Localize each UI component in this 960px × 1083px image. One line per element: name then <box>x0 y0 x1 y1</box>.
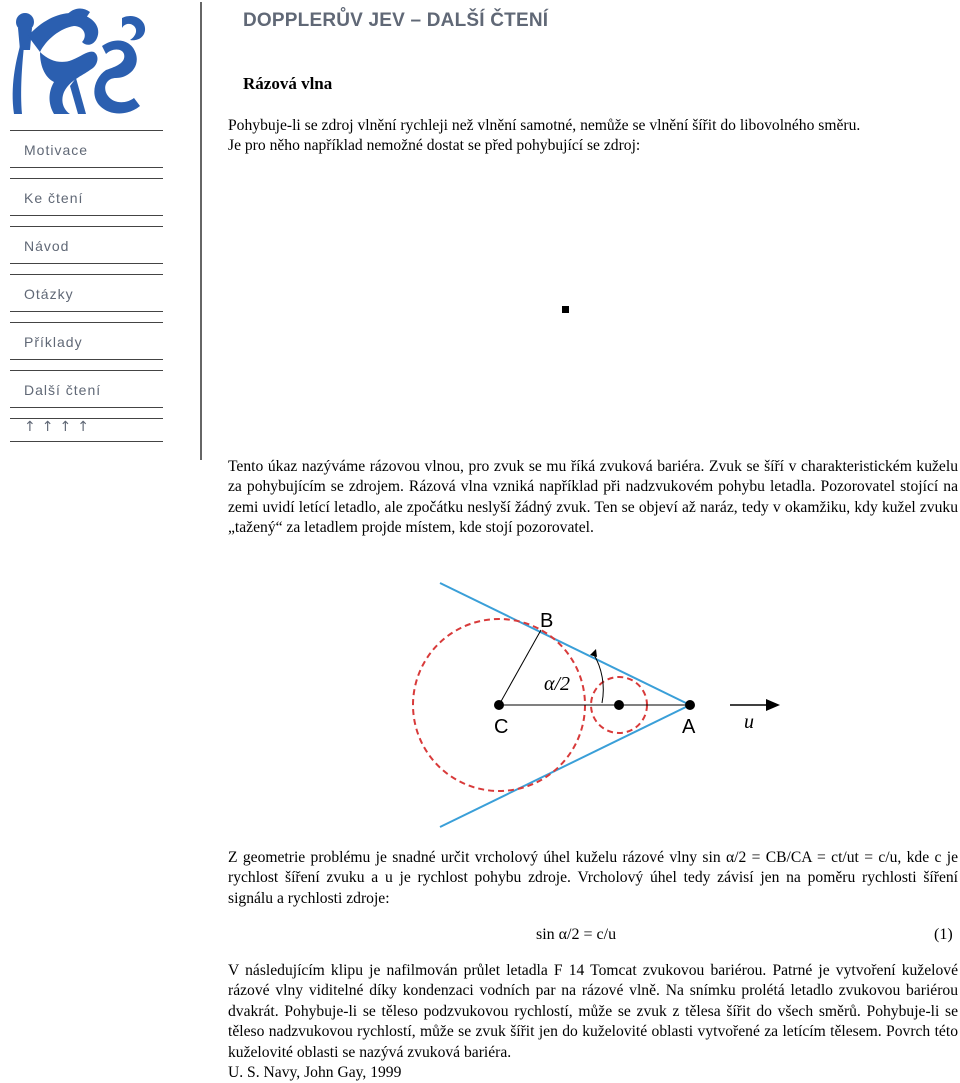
sidebar-item-label[interactable]: Motivace <box>24 142 89 158</box>
cone-lower-edge <box>440 705 690 827</box>
label-angle: α/2 <box>544 673 571 695</box>
equation: sin α/2 = c/u <box>536 926 617 943</box>
point-a <box>685 700 695 710</box>
page-title: DOPPLERŮV JEV – DALŠÍ ČTENÍ <box>243 10 549 31</box>
sidebar-item-label[interactable]: Ke čtení <box>24 190 84 206</box>
geometry-paragraph: Z geometrie problému je snadné určit vrcholový úhel kuželu rázové vlny sin α/2 = CB/CA = ct/ut = c/u, kde c je rychlost šíření zvuku a u je rychlost pohybu zdroje. Vrcholový úhel tedy závisí jen na poměru rychlosti šíření signálu a rychlosti zdroje: <box>228 849 958 907</box>
label-b: B <box>540 610 554 632</box>
vertical-divider <box>200 2 202 460</box>
shock-cone-diagram <box>380 575 780 837</box>
sidebar-item-otazky[interactable] <box>10 274 163 322</box>
up-arrow-icons[interactable]: ↑↑↑↑ <box>24 419 95 435</box>
label-u: u <box>744 711 754 733</box>
clip-paragraph <box>228 961 958 1083</box>
intro-line-1: Pohybuje-li se zdroj vlnění rychleji než vlnění samotné, nemůže se vlnění šířit do libovolného směru. <box>228 117 861 134</box>
clip-credit: U. S. Navy, John Gay, 1999 <box>228 1064 402 1082</box>
sidebar-item-navod[interactable] <box>10 226 163 274</box>
shock-wave-paragraph: Tento úkaz nazýváme rázovou vlnou, pro zvuk se mu říká zvuková bariéra. Zvuk se šíří v charakteristickém kuželu za pohybujícím se zdrojem. Rázová vlna vzniká například při nadzvukovém pohybu letadla. Pozorovatel stojící na zemi uvidí letící letadlo, ale zpočátku neslyší žádný zvuk. Ten se objeví až naráz, tedy v okamžiku, kdy kužel zvuku „tažený“ za letadlem projde místem, kde stojí pozorovatel. <box>228 458 958 537</box>
clip-text: V následujícím klipu je nafilmován průlet letadla F 14 Tomcat zvukovou bariérou. Patrné je vytvoření kuželové rázové vlny viditelné díky kondenzaci vodních par na rázové vlně. Na snímku prolétá letadlo zvukovou bariérou dvakrát. Pohybuje-li se těleso podzvukovou rychlostí, může se zvuk z tělesa šířit do všech směrů. Pohybuje-li se těleso nadzvukovou rychlostí, může se zvuk šířit jen do kuželovité oblasti vytvořené za letícím tělesem. Povrch této kuželovité oblasti se nazývá zvuková bariéra. <box>228 962 958 1061</box>
sidebar-item-priklady[interactable] <box>10 322 163 370</box>
sidebar-item-dalsi-cteni[interactable] <box>10 370 163 418</box>
moving-source-dot <box>562 306 569 313</box>
label-a: A <box>682 716 696 738</box>
sidebar-item-label[interactable]: Otázky <box>24 286 74 302</box>
label-c: C <box>494 716 509 738</box>
section-title: Rázová vlna <box>243 74 333 93</box>
sidebar-nav <box>10 130 163 449</box>
sidebar-item-ke-cteni[interactable] <box>10 178 163 226</box>
equation-number: (1) <box>934 926 953 943</box>
sidebar-arrows-row <box>10 418 163 449</box>
sidebar-item-label[interactable]: Příklady <box>24 334 83 350</box>
point-mid <box>614 700 624 710</box>
velocity-arrowhead <box>766 699 780 711</box>
sidebar-item-motivace[interactable] <box>10 130 163 178</box>
sidebar-item-label[interactable]: Návod <box>24 238 70 254</box>
intro-paragraph <box>228 116 958 157</box>
radius-c-to-b <box>499 630 541 705</box>
university-lion-logo <box>6 6 152 118</box>
point-c <box>494 700 504 710</box>
sidebar-item-label[interactable]: Další čtení <box>24 382 102 398</box>
intro-line-2: Je pro něho například nemožné dostat se před pohybující se zdroj: <box>228 137 641 155</box>
